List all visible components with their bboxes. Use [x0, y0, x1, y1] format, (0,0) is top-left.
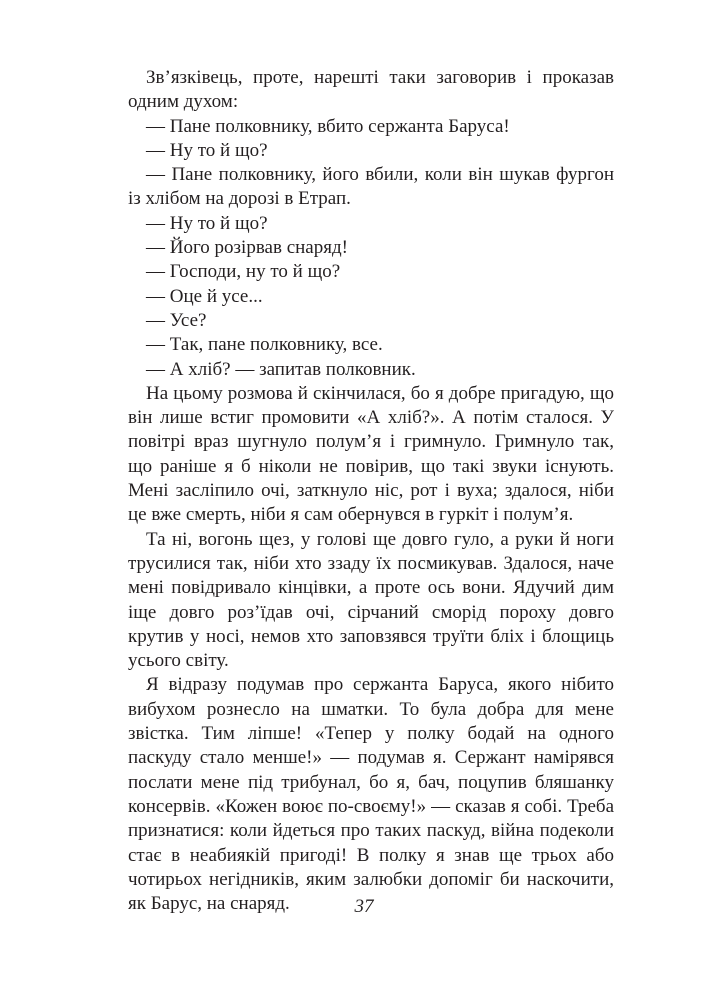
dialogue-line: — Господи, ну то й що? — [146, 261, 341, 283]
paragraph: На цьому розмова й скінчилася, бо я добре пригадую, що він лише встиг промовити «А хліб?». А потім сталося. У повітрі враз шугнуло полум’я і гримнуло. Гримнуло так, що раніше я б ніколи не повірив, що такі звуки існують. Мені засліпило очі, заткнуло ніс, рот і вуха; здалося, ніби це вже смерть, ніби я сам обернувся в гуркіт і полум’я. — [128, 382, 614, 526]
dialogue-line: — Так, пане полковнику, все. — [146, 334, 383, 356]
dialogue-line: — Пане полковнику, його вбили, коли він шукав фургон із хлібом на дорозі в Етрап. — [128, 164, 614, 210]
body-text — [128, 66, 614, 916]
dialogue-line: — Усе? — [146, 309, 207, 331]
dialogue-line: — Ну то й що? — [146, 212, 268, 234]
dialogue-line: — Його розірвав снаряд! — [146, 237, 348, 259]
dialogue-line: — А хліб? — запитав полковник. — [146, 358, 416, 380]
dialogue-line: — Пане полковнику, вбито сержанта Баруса! — [146, 115, 510, 137]
dialogue-line: — Оце й усе... — [146, 285, 263, 307]
paragraph: Зв’язківець, проте, нарешті таки заговорив і проказав одним духом: — [128, 67, 614, 113]
page-number: 37 — [354, 896, 374, 917]
paragraph: Я відразу подумав про сержанта Баруса, якого нібито вибухом рознесло на шматки. То була добра для мене звістка. Тим ліпше! «Тепер у полку бодай на одного паскуду стало менше!» — подумав я. Сержант намірявся послати мене під трибунал, бо я, бач, поцупив бляшанку консервів. «Кожен воює по-своєму!» — сказав я собі. Треба признатися: коли йдеться про таких паскуд, війна подеколи стає в неабиякій пригоді! В полку я знав ще трьох або чотирьох негідників, яким залюбки допоміг би наскочити, як Барус, на снаряд. — [128, 674, 614, 915]
dialogue-line: — Ну то й що? — [146, 139, 268, 161]
paragraph: Та ні, вогонь щез, у голові ще довго гуло, а руки й ноги трусилися так, ніби хто ззаду їх посмикував. Здалося, наче мені повідривало кінцівки, а проте ось вони. Ядучий дим іще довго роз’їдав очі, сірчаний сморід пороху довго крутив у носі, немов хто заповзявся труїти бліх і блощиць усього світу. — [128, 528, 614, 672]
